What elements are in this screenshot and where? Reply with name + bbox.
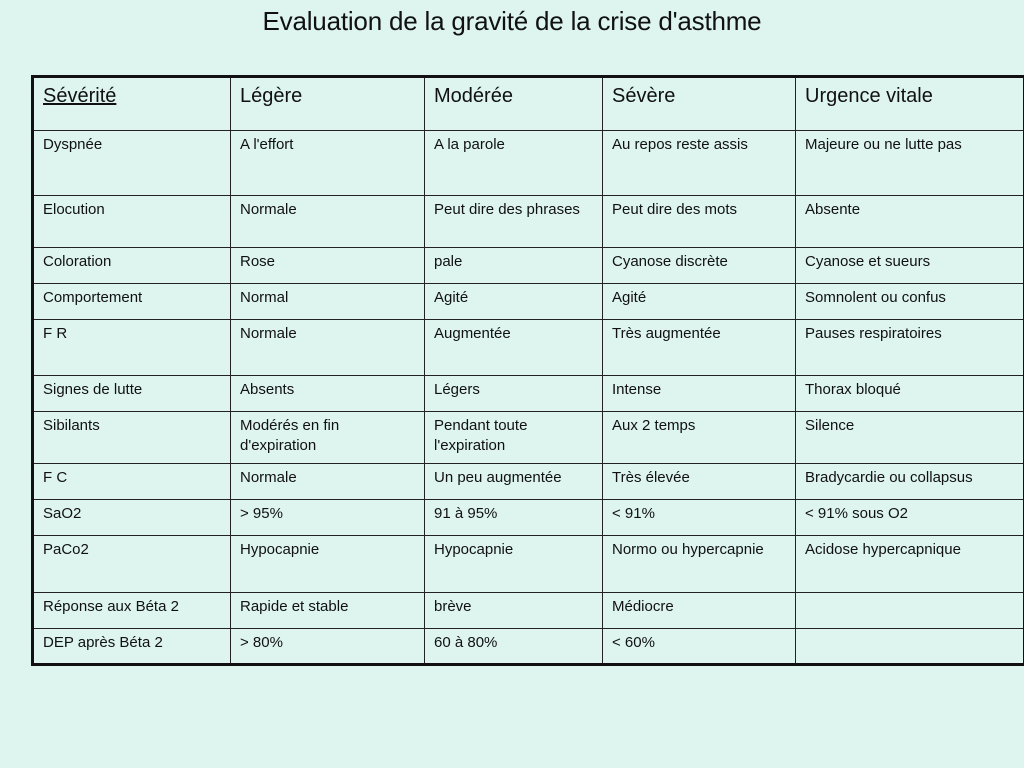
table-cell: Cyanose et sueurs [796,248,1024,284]
row-label: Coloration [33,248,231,284]
table-cell: brève [425,593,603,629]
table-cell: Majeure ou ne lutte pas [796,131,1024,196]
table-cell: Hypocapnie [425,536,603,593]
row-label: PaCo2 [33,536,231,593]
table-cell: Normal [231,284,425,320]
table-row [33,131,1024,196]
table-cell: Normale [231,320,425,376]
page-title: Evaluation de la gravité de la crise d'asthme [262,6,762,36]
row-label: Signes de lutte [33,376,231,412]
table-cell: > 80% [231,629,425,665]
header-level-mild: Légère [231,77,425,131]
header-level-severe: Sévère [603,77,796,131]
table-cell: Modérés en fin d'expiration [231,412,425,464]
table-cell: Cyanose discrète [603,248,796,284]
table-cell: Rose [231,248,425,284]
table-row [33,536,1024,593]
row-label: F R [33,320,231,376]
table-cell: Agité [603,284,796,320]
table-header-row [33,77,1024,131]
row-label: Dyspnée [33,131,231,196]
table-cell: A la parole [425,131,603,196]
table-cell: Absente [796,196,1024,248]
table-row [33,412,1024,464]
row-label: Sibilants [33,412,231,464]
table-row [33,284,1024,320]
table-cell: Normale [231,196,425,248]
table-cell: Acidose hypercapnique [796,536,1024,593]
table-cell: A l'effort [231,131,425,196]
table-cell: Intense [603,376,796,412]
table-cell: Peut dire des mots [603,196,796,248]
table-cell [796,593,1024,629]
row-label: F C [33,464,231,500]
table-cell: < 60% [603,629,796,665]
table-row [33,464,1024,500]
table-cell: 91 à 95% [425,500,603,536]
table-cell: Thorax bloqué [796,376,1024,412]
header-level-moderate: Modérée [425,77,603,131]
table-cell: Peut dire des phrases [425,196,603,248]
table-cell: Pendant toute l'expiration [425,412,603,464]
table-cell: Somnolent ou confus [796,284,1024,320]
row-label: SaO2 [33,500,231,536]
table-cell: Agité [425,284,603,320]
table-cell: Au repos reste assis [603,131,796,196]
table-cell [796,629,1024,665]
table-cell: Normo ou hypercapnie [603,536,796,593]
row-label: DEP après Béta 2 [33,629,231,665]
table-row [33,320,1024,376]
table-cell: pale [425,248,603,284]
table-cell: Très élevée [603,464,796,500]
table-cell: Un peu augmentée [425,464,603,500]
table-cell: Hypocapnie [231,536,425,593]
row-label: Elocution [33,196,231,248]
table-cell: > 95% [231,500,425,536]
table-cell: Rapide et stable [231,593,425,629]
table-cell: Très augmentée [603,320,796,376]
table-cell: Médiocre [603,593,796,629]
table-row [33,593,1024,629]
severity-table [31,75,1024,666]
table-row [33,196,1024,248]
table-cell: Légers [425,376,603,412]
table-cell: Normale [231,464,425,500]
table-cell: Pauses respiratoires [796,320,1024,376]
header-level-life-threatening: Urgence vitale [796,77,1024,131]
table-cell: < 91% sous O2 [796,500,1024,536]
table-row [33,248,1024,284]
table-cell: Absents [231,376,425,412]
table-cell: 60 à 80% [425,629,603,665]
table-row [33,500,1024,536]
table-cell: Aux 2 temps [603,412,796,464]
table-cell: Silence [796,412,1024,464]
header-severity-label: Sévérité [33,77,231,131]
row-label: Réponse aux Béta 2 [33,593,231,629]
table-row [33,376,1024,412]
table-cell: Augmentée [425,320,603,376]
table-cell: < 91% [603,500,796,536]
row-label: Comportement [33,284,231,320]
table-cell: Bradycardie ou collapsus [796,464,1024,500]
table-row [33,629,1024,665]
